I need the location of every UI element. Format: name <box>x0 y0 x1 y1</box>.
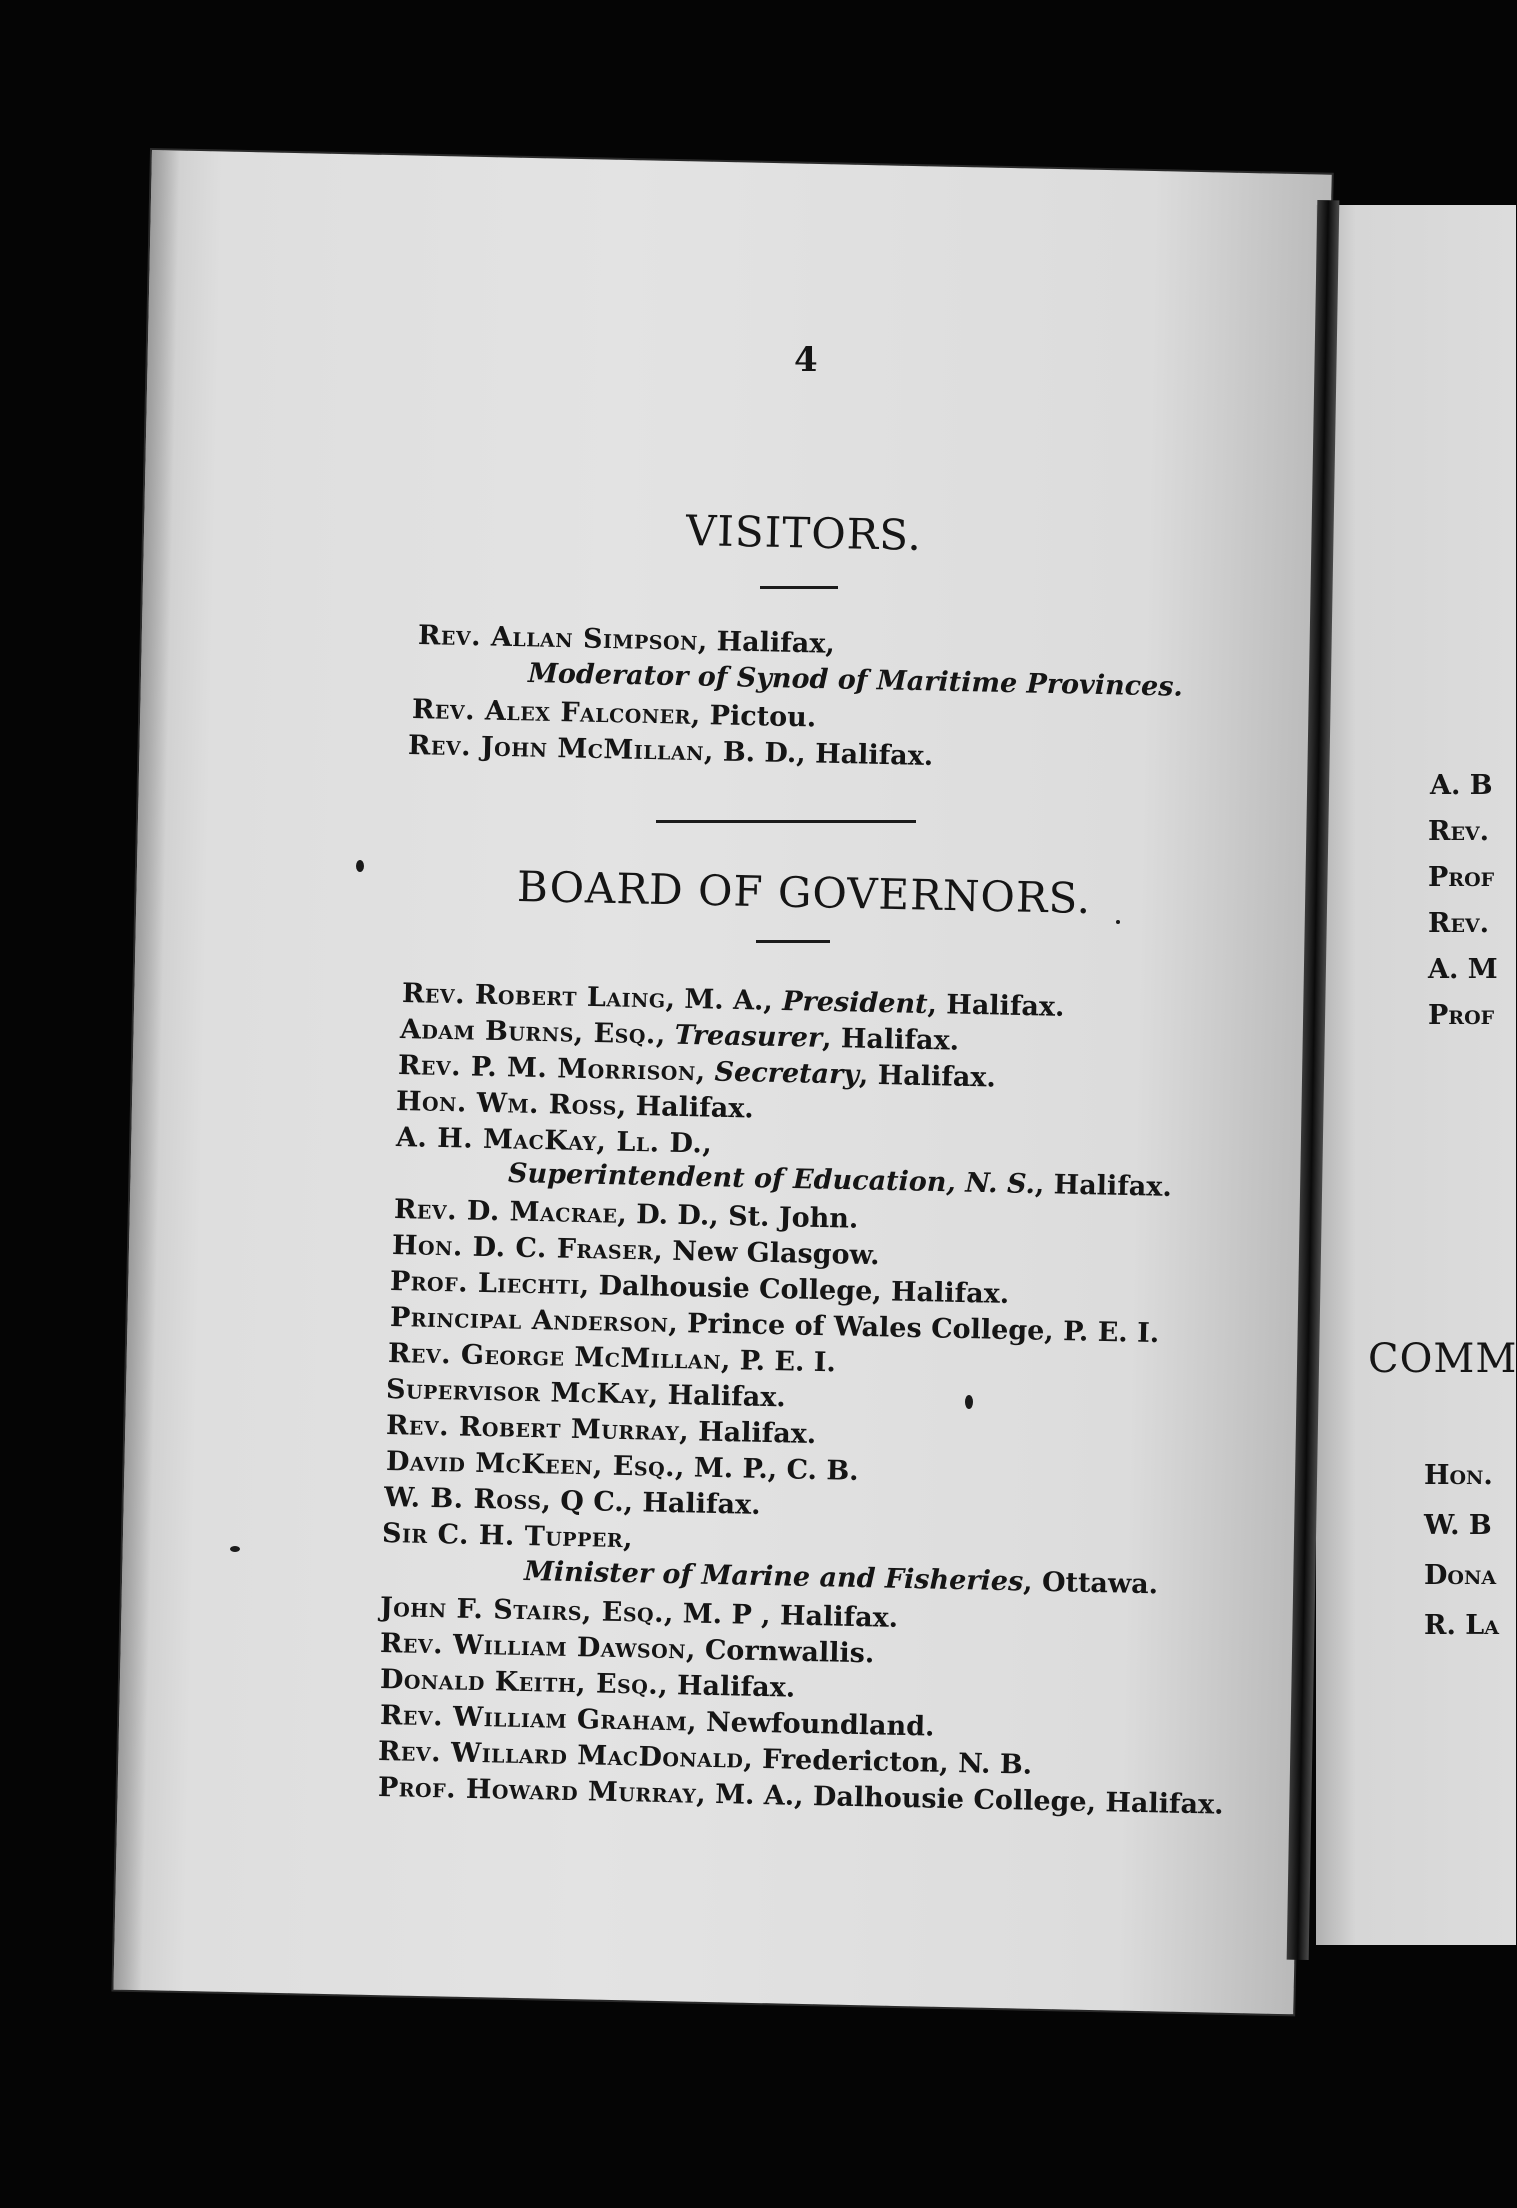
right-page-line-fragment: R. La <box>1424 1610 1499 1641</box>
right-page-line-fragment: Rev. <box>1428 816 1490 847</box>
entry-name: David McKeen, Esq. <box>385 1446 676 1484</box>
entry-detail: , Halifax. <box>1034 1169 1173 1203</box>
entry-name: Rev. Robert Laing <box>401 978 666 1015</box>
entry-name: Adam Burns, Esq. <box>399 1014 657 1051</box>
right-page-line-fragment: Prof <box>1428 1000 1495 1031</box>
right-page-line-fragment: A. B <box>1430 770 1493 801</box>
entry-detail: , Halifax. <box>648 1379 787 1414</box>
entry-name: Rev. Allan Simpson <box>417 620 699 657</box>
entry-detail: , Halifax. <box>616 1090 755 1125</box>
entry-detail: , M. P., C. B. <box>674 1452 859 1487</box>
page-number: 4 <box>794 340 818 380</box>
right-page-line-fragment: Prof <box>1428 862 1495 893</box>
entry-name: Rev. Robert Murray <box>385 1410 680 1448</box>
entry-detail: , Halifax. <box>679 1416 817 1451</box>
entry-name: Donald Keith, Esq. <box>379 1664 659 1701</box>
section-divider <box>656 820 916 823</box>
entry-detail: , <box>655 1019 676 1051</box>
entry-detail: , Dalhousie College, Halifax. <box>579 1269 1010 1310</box>
entry-title: Treasurer <box>674 1019 823 1054</box>
entry-title: Minister of Marine and Fisheries <box>523 1556 1024 1598</box>
short-rule <box>760 586 838 589</box>
right-page-line-fragment: A. M <box>1428 954 1498 985</box>
right-page-line-fragment: Rev. <box>1428 908 1490 939</box>
entry-detail: , Halifax. <box>657 1669 796 1704</box>
entry-name: Sir C. H. Tupper <box>381 1518 624 1555</box>
entry-detail: , <box>702 1128 713 1160</box>
entry-name: Hon. D. C. Fraser <box>391 1230 654 1267</box>
entry-detail: , <box>695 1056 715 1088</box>
entry-detail: , Pictou. <box>690 699 817 734</box>
entry-detail: , Halifax. <box>858 1059 997 1094</box>
entry-name: Prof. Liechti <box>389 1266 581 1301</box>
entry-detail: , D. D., St. John. <box>617 1198 859 1235</box>
entry-detail: , Newfoundland. <box>686 1706 935 1743</box>
entry-name: Rev. P. M. Morrison <box>397 1050 697 1088</box>
entry-detail: , Ottawa. <box>1022 1566 1159 1601</box>
entry-name: A. H. MacKay, Ll. D. <box>395 1122 703 1160</box>
entry-detail: , Cornwallis. <box>685 1634 875 1670</box>
entry-name: Rev. D. Macrae <box>393 1194 618 1230</box>
entry-name: Prof. Howard Murray <box>377 1772 697 1810</box>
entry-detail: , P. E. I. <box>720 1344 837 1379</box>
right-page-line-fragment: Hon. <box>1424 1460 1493 1491</box>
entry-name: Supervisor McKay <box>385 1374 650 1411</box>
entry-detail: , Prince of Wales College, P. E. I. <box>668 1307 1160 1350</box>
entry-name: Rev. Willard MacDonald <box>377 1736 744 1775</box>
entry-name: Principal Anderson <box>389 1302 669 1339</box>
entry-title: President <box>781 985 928 1021</box>
entry-detail: , B. D., Halifax. <box>703 736 934 772</box>
entry-detail: , M. A., Dalhousie College, Halifax. <box>696 1778 1224 1821</box>
entry-detail: , Q C., Halifax. <box>541 1485 761 1521</box>
entry-name: Rev. John McMillan <box>407 730 705 768</box>
entry-detail: , Halifax. <box>927 989 1065 1023</box>
entry-name: Rev. William Dawson <box>379 1628 687 1666</box>
entry-detail: , Fredericton, N. B. <box>743 1743 1033 1781</box>
entry-detail: , M. P , Halifax. <box>663 1597 899 1634</box>
entry-detail: , <box>622 1523 633 1555</box>
right-page-line-fragment: Dona <box>1424 1560 1497 1591</box>
entry-detail: , M. A., <box>665 983 783 1017</box>
entry-title: Superintendent of Education, N. S. <box>507 1158 1036 1201</box>
short-rule <box>756 940 830 943</box>
governor-entry <box>396 1122 712 1161</box>
entry-detail: , Halifax. <box>821 1022 960 1057</box>
entry-detail: , Halifax, <box>697 625 836 660</box>
entry-title: Moderator of Synod of Maritime Provinces. <box>527 658 1184 703</box>
entry-name: Rev. Alex Falconer <box>411 694 692 731</box>
right-page-heading-fragment: COMM <box>1368 1336 1517 1382</box>
entry-name: Rev. George McMillan <box>387 1338 722 1376</box>
governor-entry <box>382 1518 633 1555</box>
entry-name: Rev. William Graham <box>379 1700 688 1738</box>
governors-heading: BOARD OF GOVERNORS. <box>516 862 1092 924</box>
visitors-heading: VISITORS. <box>685 506 923 560</box>
entry-name: W. B. Ross <box>383 1482 542 1517</box>
entry-name: John F. Stairs, Esq. <box>379 1592 665 1629</box>
right-page-line-fragment: W. B <box>1424 1510 1492 1541</box>
entry-name: Hon. Wm. Ross <box>395 1086 618 1122</box>
entry-detail: , New Glasgow. <box>653 1235 880 1272</box>
right-page <box>1316 205 1516 1945</box>
entry-title: Secretary <box>714 1056 860 1091</box>
